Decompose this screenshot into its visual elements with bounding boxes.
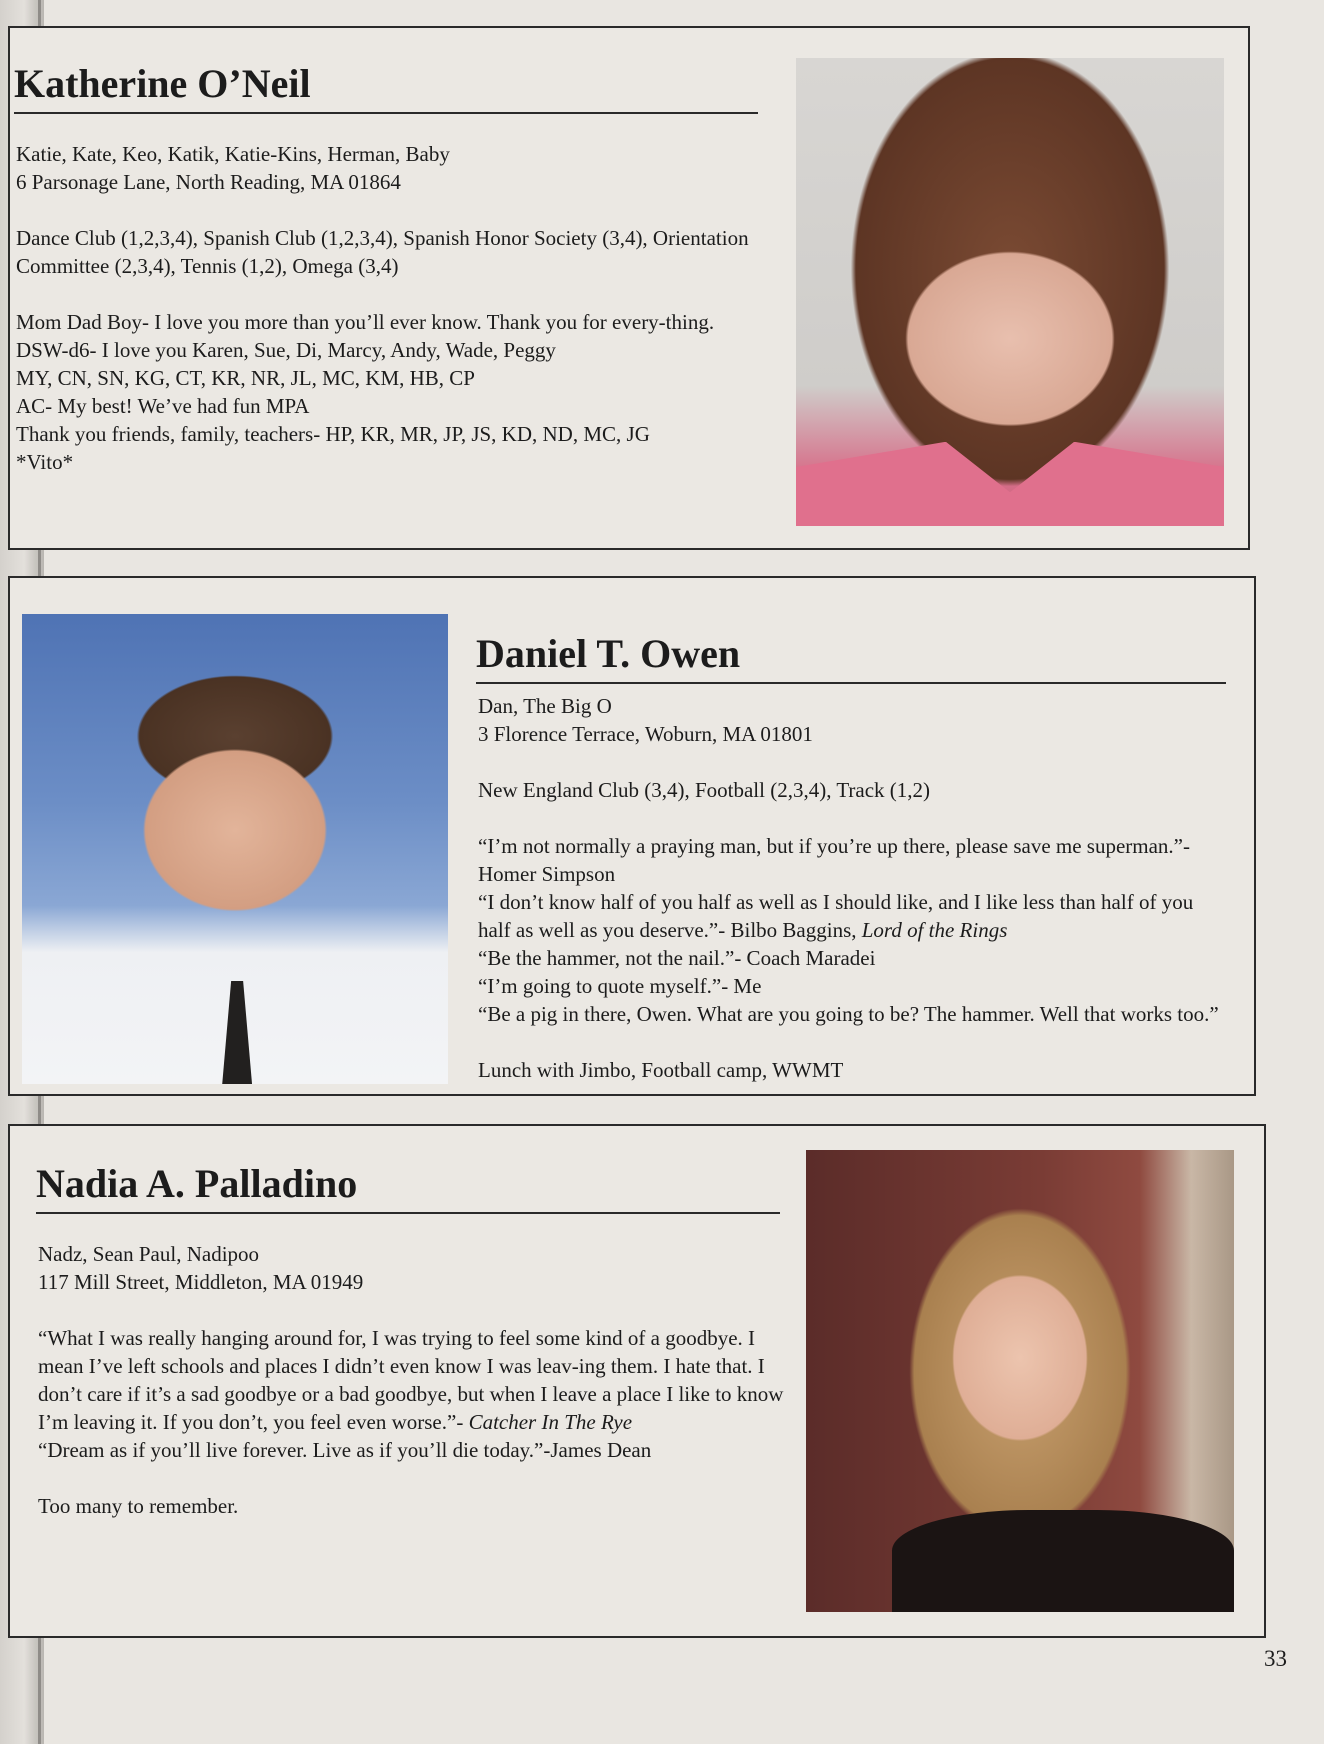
nicknames: Dan, The Big O [478, 694, 612, 718]
student-info [16, 140, 776, 476]
message-3: MY, CN, SN, KG, CT, KR, NR, JL, MC, KM, HB, CP [16, 366, 475, 390]
activities: Dance Club (1,2,3,4), Spanish Club (1,2,3,4), Spanish Honor Society (3,4), Orientation Committee (2,3,4), Tennis (1,2), Omega (3,4) [16, 226, 749, 278]
quote-3: “Be the hammer, not the nail.”- Coach Maradei [478, 946, 876, 970]
portrait-clothing [796, 442, 1224, 526]
quote-5: “Be a pig in there, Owen. What are you going to be? The hammer. Well that works too.” [478, 1002, 1219, 1026]
message-5: Thank you friends, family, teachers- HP, KR, MR, JP, JS, KD, ND, MC, JG [16, 422, 650, 446]
memories: Too many to remember. [38, 1494, 239, 1518]
address: 6 Parsonage Lane, North Reading, MA 01864 [16, 170, 401, 194]
message-2: DSW-d6- I love you Karen, Sue, Di, Marcy, Andy, Wade, Peggy [16, 338, 556, 362]
message-6: *Vito* [16, 450, 74, 474]
quote-source: Catcher In The Rye [468, 1410, 633, 1434]
page-number: 33 [1264, 1646, 1287, 1671]
student-info [478, 692, 1228, 1084]
student-info [38, 1240, 798, 1520]
quote-2: “Dream as if you’ll live forever. Live as if you’ll die today.”-James Dean [38, 1438, 652, 1462]
nicknames: Katie, Kate, Keo, Katik, Katie-Kins, Herman, Baby [16, 142, 450, 166]
address: 3 Florence Terrace, Woburn, MA 01801 [478, 722, 813, 746]
student-name: Katherine O’Neil [14, 62, 758, 114]
quote-source: Lord of the Rings [861, 918, 1008, 942]
student-portrait [22, 614, 448, 1084]
student-name: Nadia A. Palladino [36, 1162, 780, 1214]
activities: New England Club (3,4), Football (2,3,4), Track (1,2) [478, 778, 931, 802]
memories: Lunch with Jimbo, Football camp, WWMT [478, 1058, 844, 1082]
nicknames: Nadz, Sean Paul, Nadipoo [38, 1242, 260, 1266]
senior-profile-daniel [8, 576, 1256, 1096]
portrait-clothing [892, 1510, 1234, 1612]
student-portrait [796, 58, 1224, 526]
senior-profile-katherine [8, 26, 1250, 550]
quote-4: “I’m going to quote myself.”- Me [478, 974, 762, 998]
senior-profile-nadia [8, 1124, 1266, 1638]
message-1: Mom Dad Boy- I love you more than you’ll ever know. Thank you for every-thing. [16, 310, 715, 334]
student-portrait [806, 1150, 1234, 1612]
quote-2: “I don’t know half of you half as well as I should like, and I like less than half of you half as well as you deserve.”- Bilbo Baggins, Lord of the Rings [478, 890, 1194, 942]
student-name: Daniel T. Owen [476, 632, 1226, 684]
address: 117 Mill Street, Middleton, MA 01949 [38, 1270, 364, 1294]
portrait-tie [222, 981, 252, 1084]
quote-1: “I’m not normally a praying man, but if you’re up there, please save me superman.”- Homer Simpson [478, 834, 1191, 886]
message-4: AC- My best! We’ve had fun MPA [16, 394, 310, 418]
quote-1: “What I was really hanging around for, I was trying to feel some kind of a goodbye. I mean I’ve left schools and places I didn’t even know I was leav-ing them. I hate that. I don’t care if it’s a sad goodbye or a bad goodbye, but when I leave a place I like to know I’m leaving it. If you don’t, you feel even worse.”- Catcher In The Rye [38, 1326, 784, 1434]
